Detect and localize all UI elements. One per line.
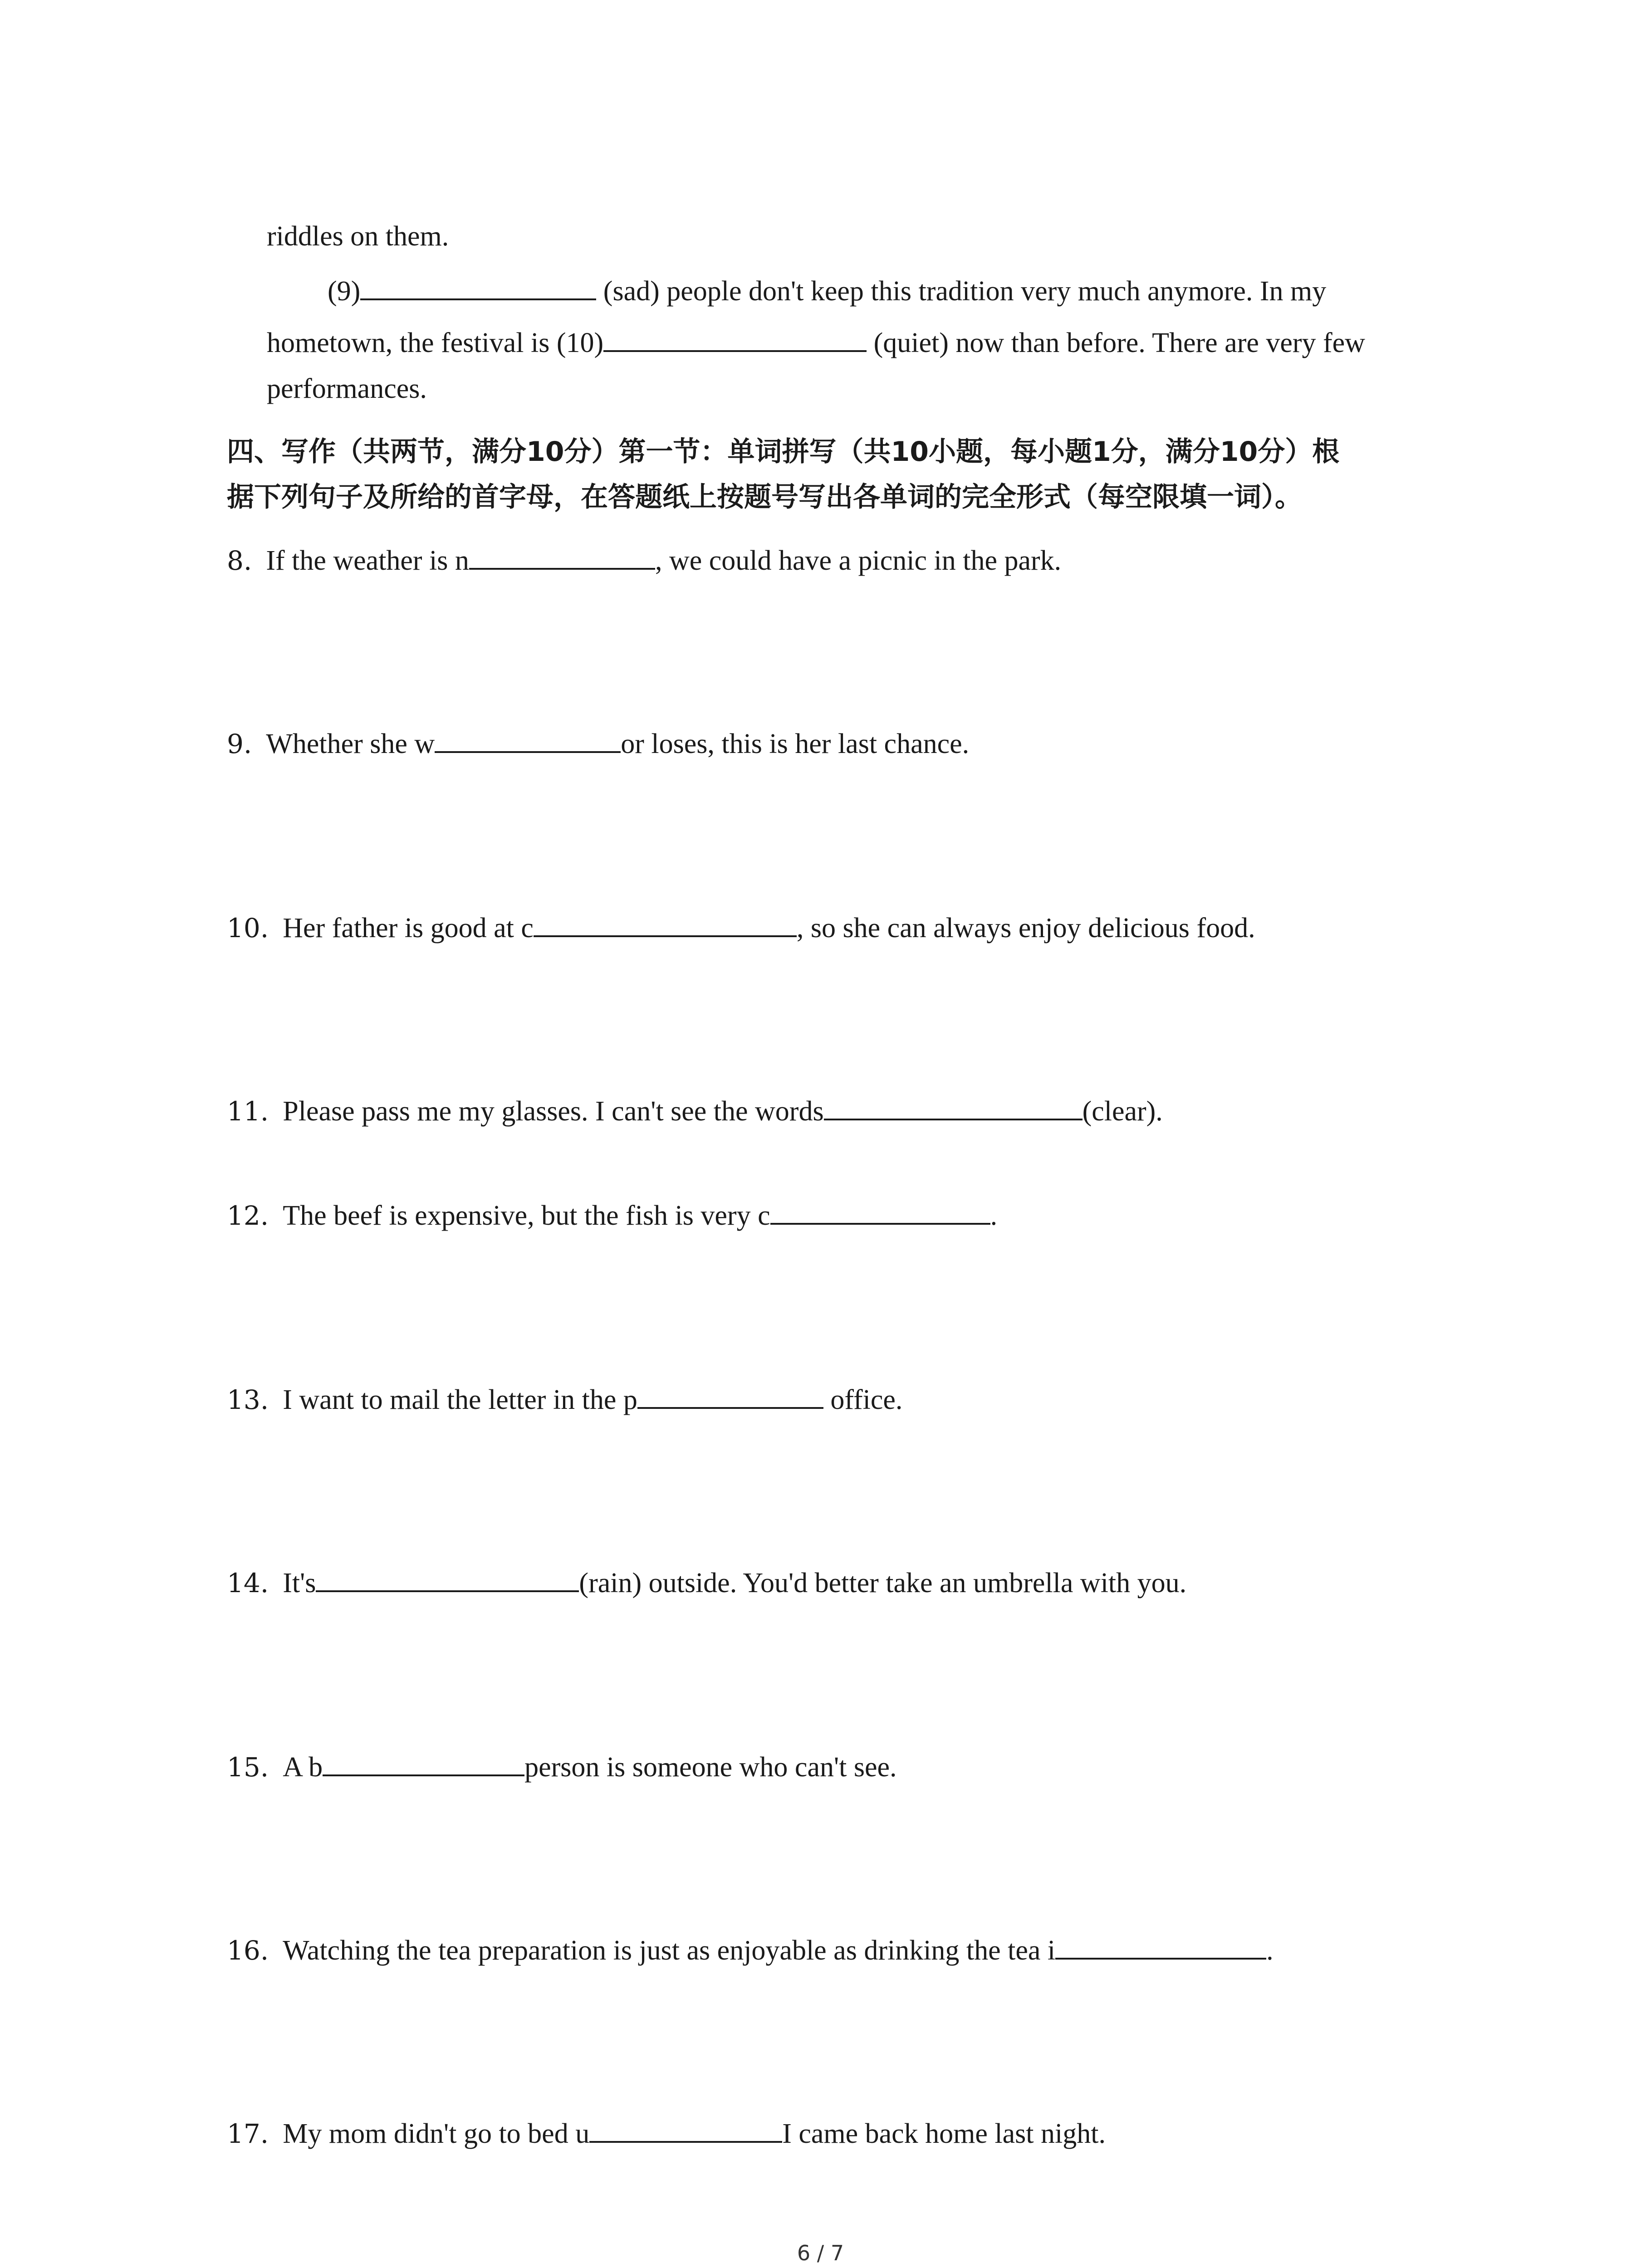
question-number: 15. [227, 1752, 269, 1783]
question-text-end: or loses, this is her last chance. [621, 728, 970, 759]
question-text-end: , so she can always enjoy delicious food. [796, 913, 1255, 943]
question-number: 12. [227, 1200, 269, 1231]
question-text-end: (rain) outside. You'd better take an umbrella with you. [579, 1568, 1187, 1598]
question-text: Whether she w [266, 728, 435, 759]
passage-line-2-text: (sad) people don't keep this tradition very much anymore. In my [596, 276, 1327, 307]
page-number: 6 / 7 [797, 2241, 844, 2265]
question-8 [227, 544, 1061, 575]
question-text: Her father is good at c [283, 913, 534, 943]
answer-blank[interactable] [469, 544, 655, 570]
question-number: 9. [227, 728, 252, 759]
question-number: 11. [227, 1096, 269, 1127]
question-10 [227, 912, 1255, 942]
question-text: It's [283, 1568, 316, 1598]
question-text: The beef is expensive, but the fish is very c [283, 1200, 770, 1231]
question-text-end: , we could have a picnic in the park. [655, 545, 1062, 576]
answer-blank[interactable] [1055, 1934, 1266, 1960]
question-text: Please pass me my glasses. I can't see the words [283, 1096, 824, 1127]
passage-line-2 [328, 275, 1326, 305]
question-text: I want to mail the letter in the p [283, 1384, 637, 1415]
answer-blank-9[interactable] [360, 275, 596, 300]
section-heading-line-1: 四、写作（共两节，满分10分）第一节：单词拼写（共10小题，每小题1分，满分10分）根 [227, 436, 1340, 468]
passage-line-3 [267, 327, 1365, 357]
answer-blank[interactable] [323, 1751, 524, 1776]
question-number: 8. [227, 545, 252, 576]
answer-blank[interactable] [316, 1567, 579, 1592]
question-text-end: . [990, 1200, 998, 1231]
question-number: 16. [227, 1935, 269, 1966]
passage-line-3-suffix: (quiet) now than before. There are very few [867, 327, 1365, 358]
question-number: 13. [227, 1384, 269, 1415]
question-text-end: I came back home last night. [782, 2118, 1106, 2149]
answer-blank[interactable] [589, 2117, 782, 2143]
passage-line-3-text: hometown, the festival is (10) [267, 327, 604, 358]
question-text: A b [283, 1752, 323, 1783]
question-number: 10. [227, 913, 269, 943]
question-13 [227, 1383, 902, 1414]
question-number: 14. [227, 1568, 269, 1598]
answer-blank-10[interactable] [603, 327, 867, 352]
question-text: Watching the tea preparation is just as enjoyable as drinking the tea i [283, 1935, 1056, 1966]
section-heading-line-2: 据下列句子及所给的首字母，在答题纸上按题号写出各单词的完全形式（每空限填一词）。 [227, 481, 1302, 513]
question-17 [227, 2117, 1106, 2148]
question-text-end: office. [823, 1384, 903, 1415]
passage-line-4: performances. [267, 373, 427, 404]
question-text-end: person is someone who can't see. [524, 1752, 897, 1783]
question-14 [227, 1567, 1186, 1597]
question-12 [227, 1199, 997, 1230]
question-9 [227, 728, 969, 758]
question-11 [227, 1095, 1163, 1125]
question-number: 17. [227, 2118, 269, 2149]
answer-blank[interactable] [435, 728, 621, 753]
question-15 [227, 1751, 897, 1781]
blank-label-9: (9) [328, 276, 361, 307]
question-text-end: (clear). [1082, 1096, 1163, 1127]
answer-blank[interactable] [637, 1383, 823, 1409]
question-text: If the weather is n [266, 545, 469, 576]
question-16 [227, 1934, 1274, 1965]
answer-blank[interactable] [824, 1095, 1083, 1120]
question-text-end: . [1266, 1935, 1274, 1966]
answer-blank[interactable] [534, 912, 797, 937]
question-text: My mom didn't go to bed u [283, 2118, 590, 2149]
answer-blank[interactable] [770, 1199, 990, 1225]
passage-line-1: riddles on them. [267, 221, 449, 252]
